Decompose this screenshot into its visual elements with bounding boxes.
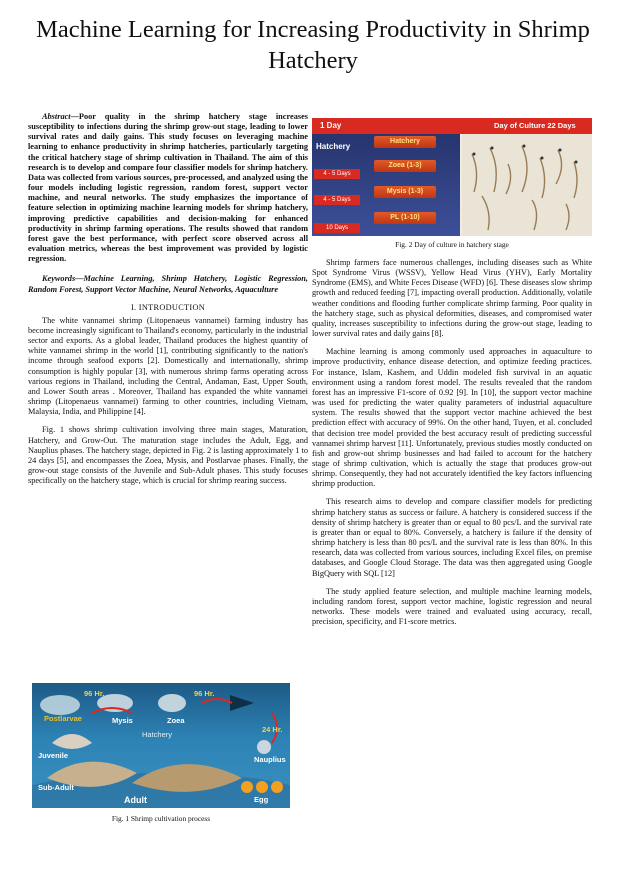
- section-heading: I. INTRODUCTION: [130, 302, 206, 312]
- egg-icon: [271, 781, 283, 793]
- fig1-label-juvenile: Juvenile: [38, 751, 69, 760]
- fig1-label-hatchery: Hatchery: [142, 730, 173, 739]
- keywords: Keywords—Machine Learning, Shrimp Hatchery, Logistic Regression, Random Forest, Support Vector Machine, Neural Networks, Aquaculture: [28, 274, 308, 294]
- fig2-doc-label: Day of Culture 22 Days: [494, 121, 576, 130]
- egg-icon: [256, 781, 268, 793]
- body-paragraph: Machine learning is among commonly used approaches in aquaculture to improve productivity, enhance disease detection, and optimize feeding practices. For instance, Islam, Kashem, and Uddin modeled fish survival in an aquatic environment using a random forest model. The results revealed that the random forest has an impressive F1-score of 0.92 [9]. In [10], the support vector machine was used for predicting the water quality parameters of industrial aquaculture system. The results showed that the support vector machine achieved the best prediction effect with accuracy of 99%. On the other hand, Tuyen, et al. concluded that decision tree model provided the best accuracy result of predicting successful vannamei shrimp harvest [11]. Unfortunately, previous studies mostly conducted on fish and grow-out shrimp businesses and had failed to account for the hatchery stage of shrimp cultivation, which is actually the stage that produces grow-out shrimp. Consequently, they had not accurately identified the key factors influencing shrimp production.: [312, 347, 592, 489]
- abstract: [28, 112, 308, 264]
- fig2-stage: PL (1-10): [374, 212, 436, 224]
- arrow-icon: [202, 699, 232, 703]
- right-column: [312, 258, 592, 627]
- fig1-label-adult: Adult: [124, 795, 147, 805]
- fig2-days: 4 - 5 Days: [314, 169, 360, 179]
- body-paragraph: This research aims to develop and compare classifier models for predicting shrimp hatchery status as success or failure. A hatchery is considered success if the density of shrimp hatchery is greater than or equal to 80 pcs/L and the survival rate is greater than or equal to 80%. Conversely, a hatchery is failure if the density of shrimp hatchery is less than 80 pcs/L and the survival rate is less than 80%. In this research, data was collected from various sources, including Excel files, on premise databases, and Google Cloud Storage. The data was then aggregated using Google BigQuery with SQL [12]: [312, 497, 592, 578]
- juvenile-icon: [52, 734, 92, 749]
- fig2-stage: Zoea (1-3): [374, 160, 436, 172]
- figure-2-day-of-culture: [312, 118, 592, 236]
- fig1-label-mysis: Mysis: [112, 716, 133, 725]
- fig1-label-egg: Egg: [254, 795, 269, 804]
- fig2-days: 4 - 5 Days: [314, 195, 360, 205]
- figure-1-shrimp-cultivation: [32, 683, 290, 808]
- zoea-icon: [158, 694, 186, 712]
- fig2-stage: Mysis (1-3): [374, 186, 436, 198]
- fig1-label-nauplius: Nauplius: [254, 755, 286, 764]
- fig2-stage: Hatchery: [374, 136, 436, 148]
- figure-1-caption: Fig. 1 Shrimp cultivation process: [111, 814, 211, 823]
- shrimp-larvae-icon: [462, 134, 592, 236]
- fig2-stage-panel: [312, 134, 460, 236]
- postlarvae-icon: [40, 695, 80, 715]
- fig1-label-postlarvae: Postlarvae: [44, 714, 82, 723]
- fig1-hours: 24 Hr.: [262, 725, 283, 734]
- fig2-hatchery-label: Hatchery: [316, 142, 351, 151]
- left-column: [28, 112, 308, 486]
- fig1-hours: 96 Hr.: [194, 689, 215, 698]
- intro-paragraph: The white vannamei shrimp (Litopenaeus vannamei) farming industry has become increasingly significant to Thailand's economy, particularly in the industrial sector and exports. As a global leader, Thailand produces the highest quantity of white vannamei shrimp in the world [1], contributing significantly to the nation's income through seafood exports [2]. Domestically and internationally, shrimp consumption is highly popular [3], with numerous shrimp farms operating across various regions in Thailand, including the Central, Andaman, East, Upper South, and Lower South areas . Moreover, Thailand has expanded the white vannamei shrimp (Litopenaeus vannamei) farming to other countries, including Vietnam, Malaysia, India, and Philippine [4].: [28, 315, 308, 417]
- fig2-days: 10 Days: [314, 223, 360, 233]
- fig1-label-sub-adult: Sub-Adult: [38, 783, 74, 792]
- fig2-day1: 1 Day: [320, 121, 342, 130]
- abstract-text: Poor quality in the shrimp hatchery stage increases susceptibility to infections during the shrimp grow-out stage, leading to lower survival rates and daily gains. This study focuses on leveraging machine learning to enhance productivity in shrimp hatcheries, particularly targeting the critical hatchery stage of shrimp cultivation in Thailand. The aim of this research is to develop and compare four classifier models for shrimp hatchery. Data was collected from various sources, pre-processed, and analyzed using the four models including logistic regression, random forest, support vector machine, and neural networks. The study emphasizes the importance of feature selection in optimizing machine learning models for shrimp hatchery, improving predictive capabilities and decision-making for enhanced productivity in shrimp farming operations. The results showed that random forest gave the best performance, with perfect score observed across all evaluation metrics, whereas the best improvement was provided by logistic regression.: [28, 112, 308, 264]
- egg-icon: [241, 781, 253, 793]
- abstract-lead: Abstract—: [42, 112, 79, 121]
- fig1-hours: 96 Hr.: [84, 689, 105, 698]
- intro-paragraph: Fig. 1 shows shrimp cultivation involving three main stages, Maturation, Hatchery, and Grow-Out. The maturation stage includes the Adult, Egg, and Nauplius phases. The hatchery stage, depicted in Fig. 2 is lasting approximately 1 to 24 days [5], and encompasses the Zoea, Mysis, and Postlarvae phases. Finally, the grow-out stage consists of the Juvenile and Sub-Adult phases. This study focuses specifically on the hatchery stage, which is crucial for shrimp rearing success.: [28, 425, 308, 486]
- fig1-label-zoea: Zoea: [167, 716, 185, 725]
- figure-2-caption: Fig. 2 Day of culture in hatchery stage: [395, 240, 509, 249]
- paper-title: Machine Learning for Increasing Productivity in Shrimp Hatchery: [36, 16, 590, 74]
- nauplius-icon: [257, 740, 271, 754]
- fig2-larvae-photo: [462, 134, 592, 236]
- body-paragraph: Shrimp farmers face numerous challenges, including diseases such as White Spot Syndrome Virus (WSSV), Yellow Head Virus (YHV), Early Mortality Syndrome (EMS), and White Feces Disease (WFD) [6]. These diseases slow shrimp growth and reduced feeding [7], impacting overall production. Additionally, volatile weather conditions and flooding further complicate shrimp farming. Poor quality in the hatchery stage, such as physical deformities, diseases, and compromised water quality, increases susceptibility to infections during the grow-out stage, leading to lower survival rates and daily gains [8].: [312, 258, 592, 339]
- nauplius-icon: [230, 695, 254, 711]
- body-paragraph: The study applied feature selection, and multiple machine learning models, including random forest, support vector machine, logistic regression and neural networks. These models were trained and evaluated using accuracy, recall, precision, specificity, and F1-score metrics.: [312, 586, 592, 627]
